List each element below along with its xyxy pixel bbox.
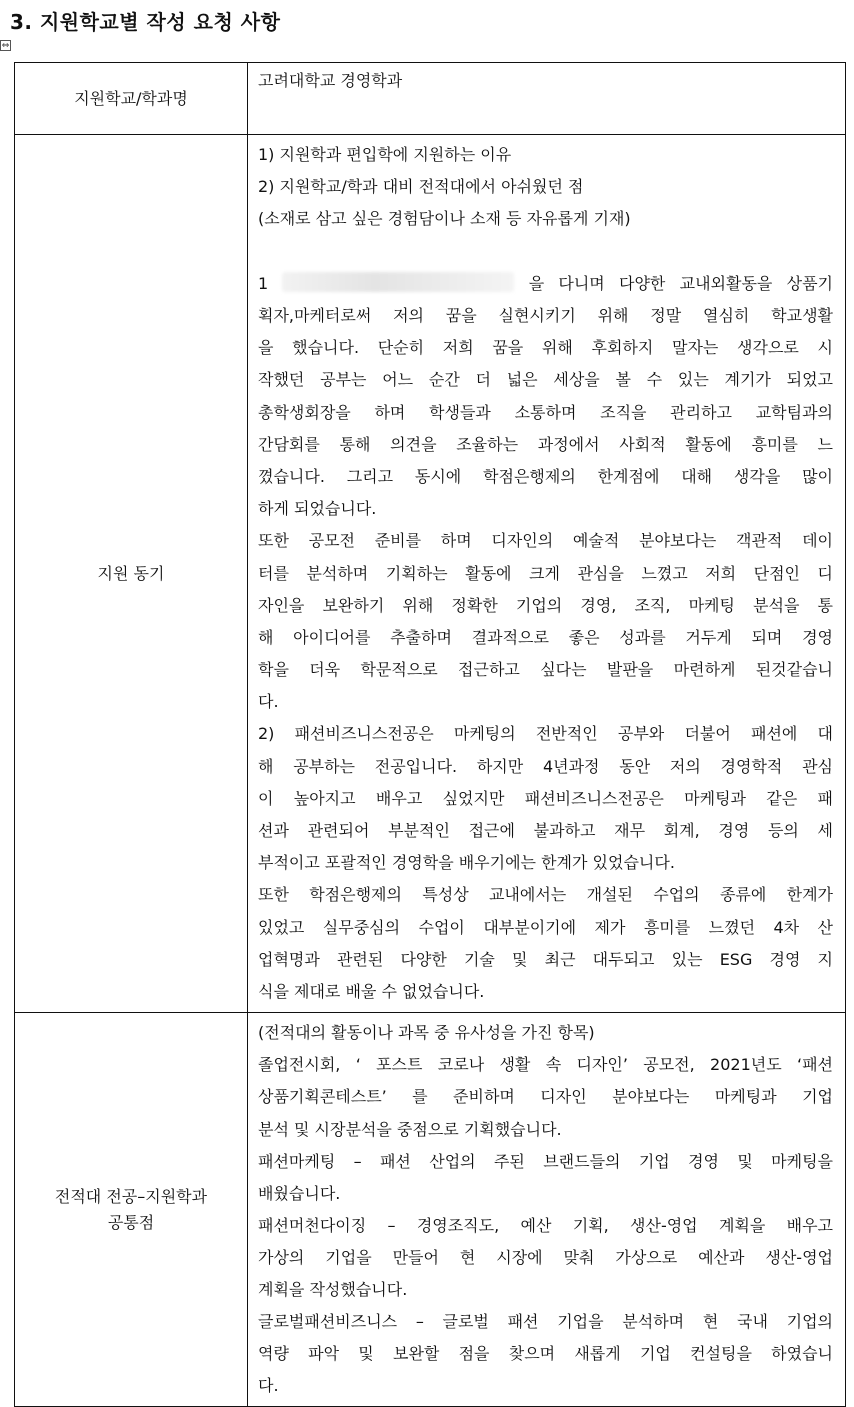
- section-title: 3. 지원학교별 작성 요청 사항: [10, 10, 281, 34]
- text-line: 있었고 실무중심의 수업이 대부분이기에 제가 흥미를 느꼈던 4차 산: [258, 917, 833, 937]
- text-line: 다.: [258, 692, 279, 712]
- text-line: 패션마케팅 – 패션 산업의 주된 브랜드들의 기업 경영 및 마케팅을: [258, 1151, 833, 1171]
- paragraph-line: [258, 268, 833, 300]
- text-line: 업혁명과 관련된 다양한 기술 및 최근 대두되고 있는 ESG 경영 지: [258, 949, 833, 969]
- text-line: 2) 패션비즈니스전공은 마케팅의 전반적인 공부와 더불어 패션에 대: [258, 724, 833, 744]
- text-line: 획자,마케터로써 저의 꿈을 실현시키기 위해 정말 열심히 학교생활: [258, 305, 833, 325]
- text-line: 학을 더욱 학문적으로 접근하고 싶다는 발판을 마련하게 된것같습니: [258, 660, 833, 680]
- text-line: 션과 관련되어 부분적인 접근에 불과하고 재무 회계, 경영 등의 세: [258, 821, 833, 841]
- text-line: 이 높아지고 배우고 싶었지만 패션비즈니스전공은 마케팅과 같은 패: [258, 788, 833, 808]
- text-line: 또한 공모전 준비를 하며 디자인의 예술적 분야보다는 객관적 데이: [258, 531, 833, 551]
- text-line: 꼈습니다. 그리고 동시에 학점은행제의 한계점에 대해 생각을 많이: [258, 466, 833, 486]
- first-line-end: 을 다니며 다양한 교내외활동을 상품기: [528, 273, 833, 293]
- first-line-start: 1: [258, 273, 269, 293]
- label-common-points: [15, 1013, 248, 1407]
- label-motivation: 지원 동기: [15, 135, 248, 1013]
- text-line: 분석 및 시장분석을 중점으로 기획했습니다.: [258, 1119, 562, 1139]
- text-line: 부적이고 포괄적인 경영학을 배우기에는 한계가 있었습니다.: [258, 853, 675, 873]
- text-line: 또한 학점은행제의 특성상 교내에서는 개설된 수업의 종류에 한계가: [258, 885, 833, 905]
- redacted-blur: [282, 272, 514, 292]
- text-line: (전적대의 활동이나 과목 중 유사성을 가진 항목): [258, 1023, 595, 1043]
- prompt-line: (소재로 삼고 싶은 경험담이나 소재 등 자유롭게 기재): [258, 209, 631, 229]
- school-department-text: 고려대학교 경영학과: [258, 71, 403, 90]
- text-line: 다.: [258, 1376, 279, 1396]
- table-row-common-points: [15, 1013, 846, 1407]
- label-common-points-line: 공통점: [107, 1212, 155, 1232]
- value-school-department[interactable]: [248, 63, 846, 135]
- text-line: 패션머천다이징 – 경영조직도, 예산 기획, 생산-영업 계획을 배우고: [258, 1215, 833, 1235]
- text-line: 작했던 공부는 어느 순간 더 넓은 세상을 볼 수 있는 계기가 되었고: [258, 370, 833, 390]
- text-line: 역량 파악 및 보완할 점을 찾으며 새롭게 기업 컨설팅을 하였습니: [258, 1344, 833, 1364]
- label-school-department: 지원학교/학과명: [15, 63, 248, 135]
- motivation-body: [258, 300, 833, 1008]
- label-common-points-line: 전적대 전공–지원학과: [54, 1186, 208, 1206]
- prompt-line: 1) 지원학과 편입학에 지원하는 이유: [258, 145, 512, 164]
- text-line: 배웠습니다.: [258, 1183, 341, 1203]
- value-common-points[interactable]: [248, 1013, 846, 1407]
- text-line: 을 했습니다. 단순히 저희 꿈을 위해 후회하지 말자는 생각으로 시: [258, 338, 833, 358]
- text-line: 총학생회장을 하며 학생들과 소통하며 조직을 관리하고 교학팀과의: [258, 402, 833, 422]
- text-line: 졸업전시회, ‘ 포스트 코로나 생활 속 디자인’ 공모전, 2021년도 ‘패션: [258, 1055, 833, 1075]
- blank-line: [258, 236, 833, 268]
- common-points-body: [258, 1017, 833, 1402]
- text-line: 해 공부하는 전공입니다. 하지만 4년과정 동안 저의 경영학적 관심: [258, 756, 833, 776]
- text-line: 가상의 기업을 만들어 현 시장에 맞춰 가상으로 예산과 생산-영업: [258, 1247, 833, 1267]
- text-line: 터를 분석하며 기획하는 활동에 크게 관심을 느꼈고 저희 단점인 디: [258, 563, 833, 583]
- text-line: 글로벌패션비즈니스 – 글로벌 패션 기업을 분석하며 현 국내 기업의: [258, 1312, 833, 1332]
- value-motivation[interactable]: [248, 135, 846, 1013]
- table-row-school: [15, 63, 846, 135]
- prompt-line: 2) 지원학교/학과 대비 전적대에서 아쉬웠던 점: [258, 177, 584, 197]
- text-line: 간담회를 통해 의견을 조율하는 과정에서 사회적 활동에 흥미를 느: [258, 434, 833, 454]
- text-line: 자인을 보완하기 위해 정확한 기업의 경영, 조직, 마케팅 분석을 통: [258, 595, 833, 615]
- text-line: 계획을 작성했습니다.: [258, 1280, 408, 1300]
- text-line: 식을 제대로 배울 수 없었습니다.: [258, 981, 485, 1001]
- text-line: 해 아이디어를 추출하며 결과적으로 좋은 성과를 거두게 되며 경영: [258, 627, 833, 647]
- application-form-table: [14, 62, 846, 1407]
- text-line: 상품기획콘테스트’ 를 준비하며 디자인 분야보다는 마케팅과 기업: [258, 1087, 833, 1107]
- text-line: 하게 되었습니다.: [258, 499, 377, 519]
- table-row-motivation: [15, 135, 846, 1013]
- table-move-handle-icon[interactable]: ⇔: [1, 41, 10, 51]
